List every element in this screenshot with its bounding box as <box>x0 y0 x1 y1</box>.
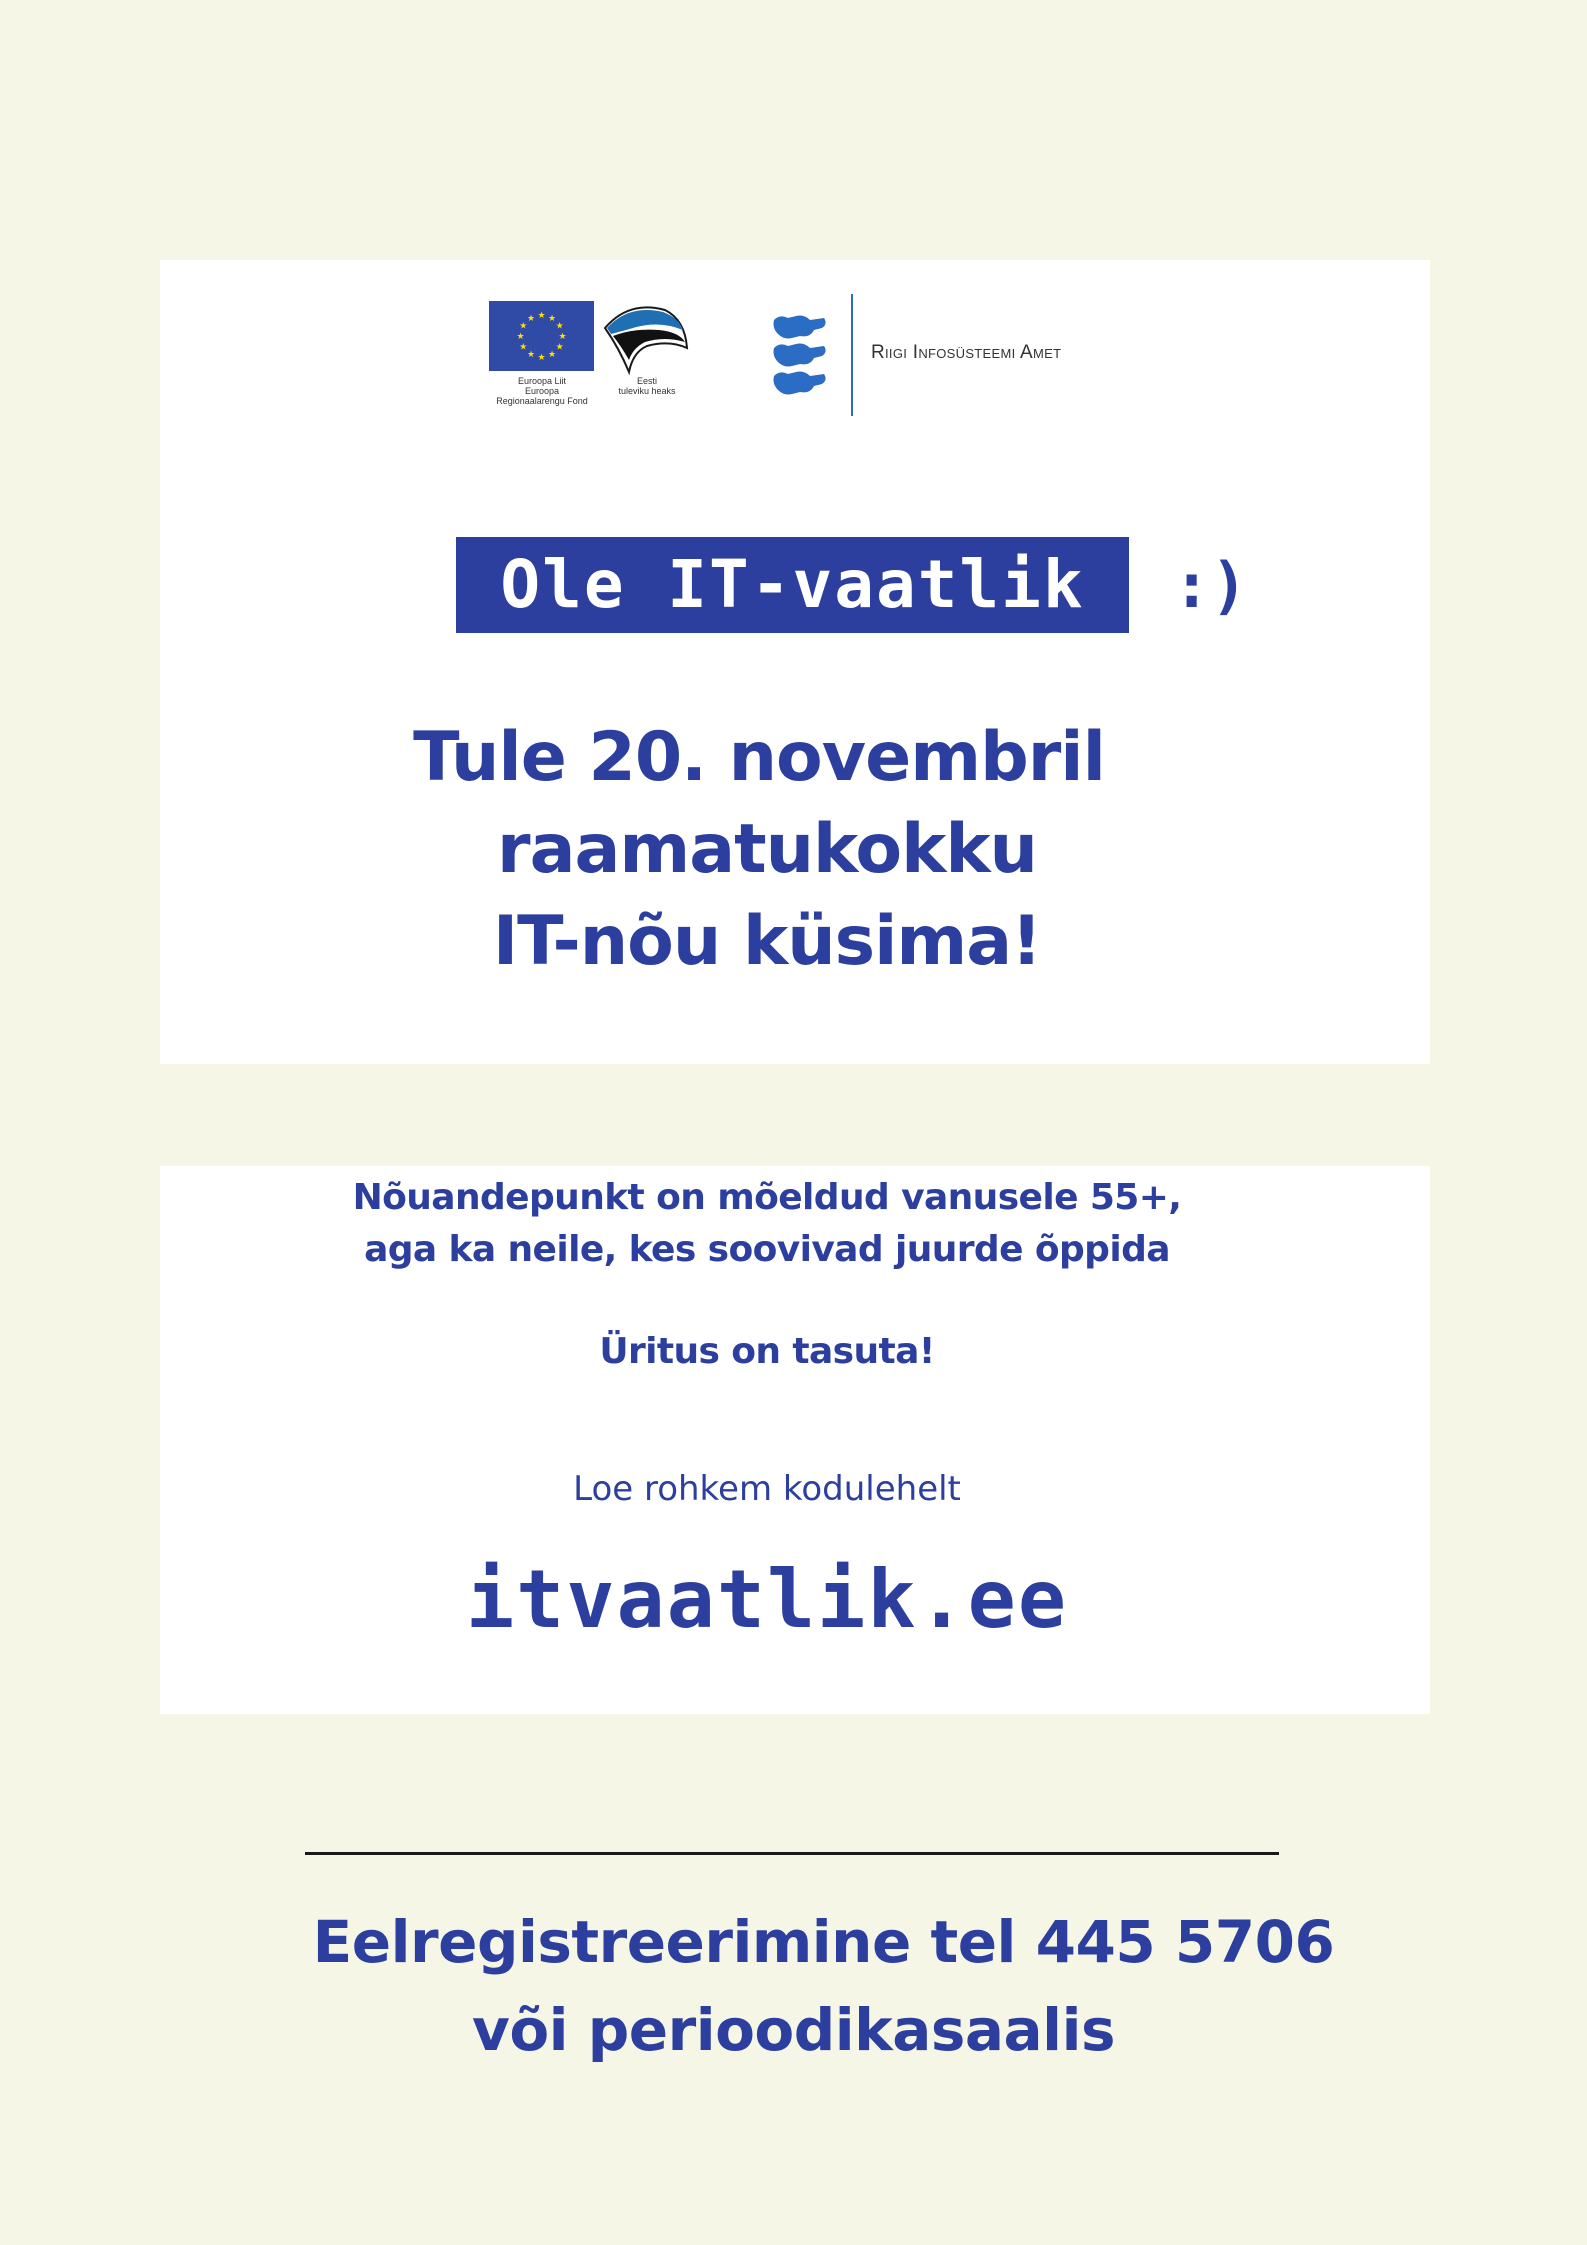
eu-star-icon: ★ <box>526 350 536 361</box>
website-url: itvaatlik.ee <box>466 1553 1068 1646</box>
eu-star-icon: ★ <box>555 342 564 353</box>
eu-star-icon: ★ <box>537 311 546 321</box>
free-event-text: Üritus on tasuta! <box>599 1331 935 1372</box>
eu-star-icon: ★ <box>516 332 525 342</box>
audience-line-2: aga ka neile, kes soovivad juurde õppida <box>364 1229 1170 1270</box>
headline <box>160 712 1430 988</box>
ee-caption-line: tuleviku heaks <box>618 386 676 396</box>
eu-caption-line: Euroopa Liit <box>517 376 567 386</box>
info-card <box>160 1166 1430 1714</box>
eu-flag-logo <box>489 301 594 371</box>
eu-star-icon: ★ <box>537 353 546 363</box>
smiley-text: :) <box>1173 549 1248 622</box>
eu-star-icon: ★ <box>519 321 528 332</box>
read-more-text: Loe rohkem kodulehelt <box>573 1469 961 1509</box>
divider-line <box>305 1852 1279 1855</box>
eu-caption-line: Euroopa <box>524 386 560 396</box>
headline-line-3: IT-nõu küsima! <box>492 902 1042 981</box>
it-vaatlik-badge <box>456 537 1129 633</box>
ria-divider <box>851 294 853 416</box>
eu-star-icon: ★ <box>558 332 567 342</box>
eu-star-icon: ★ <box>526 313 536 324</box>
estonia-logo-caption <box>604 376 690 396</box>
eu-caption-line: Regionaalarengu Fond <box>496 396 588 406</box>
badge-text: Ole IT-vaatlik <box>500 546 1085 623</box>
registration-line-1: Eelregistreerimine tel 445 5706 <box>312 1908 1335 1976</box>
estonia-flag-logo <box>599 298 689 378</box>
three-lions-coat-of-arms-icon <box>770 312 830 398</box>
headline-line-1: Tule 20. novembril <box>413 718 1105 797</box>
eu-star-icon: ★ <box>555 321 564 332</box>
registration-line-2: või perioodikasaalis <box>472 1996 1115 2064</box>
audience-line-1: Nõuandepunkt on mõeldud vanusele 55+, <box>352 1177 1182 1218</box>
top-card <box>160 260 1430 1064</box>
headline-line-2: raamatukokku <box>497 810 1037 889</box>
eu-star-icon: ★ <box>547 350 557 361</box>
eu-star-icon: ★ <box>519 342 528 353</box>
ria-name: Riigi Infosüsteemi Amet <box>871 342 1062 363</box>
eu-star-icon: ★ <box>547 313 557 324</box>
eu-logo-caption <box>476 376 608 406</box>
ee-caption-line: Eesti <box>636 376 657 386</box>
